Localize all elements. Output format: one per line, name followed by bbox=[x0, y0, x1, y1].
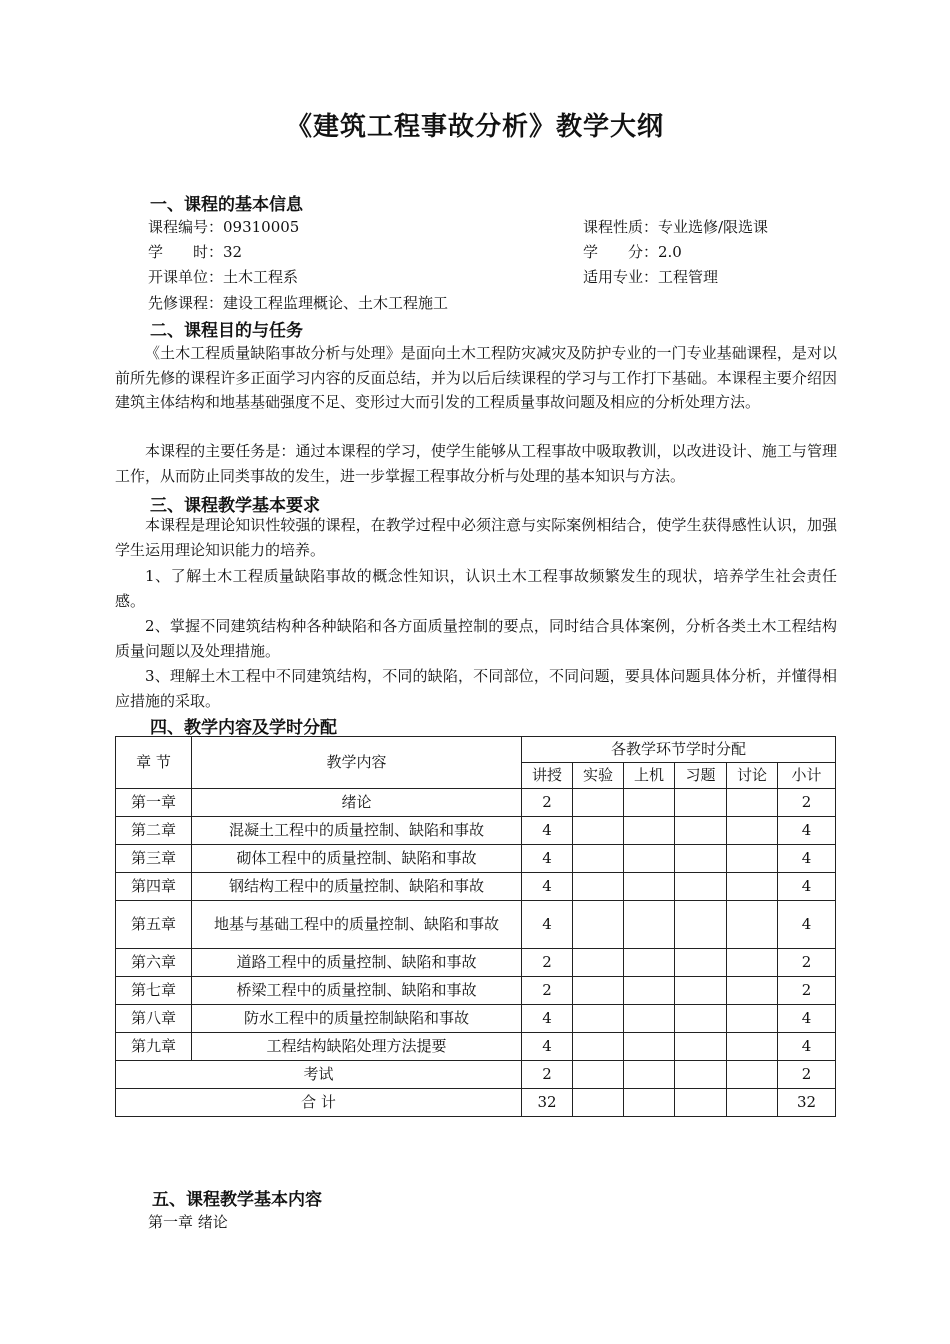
section-5-heading: 五、课程教学基本内容 bbox=[152, 1190, 322, 1210]
subtotal-cell: 2 bbox=[778, 977, 836, 1005]
header-lecture: 讲授 bbox=[522, 763, 573, 789]
course-hours: 学 时：32 bbox=[148, 243, 243, 261]
subtotal-cell: 2 bbox=[778, 949, 836, 977]
subtotal-cell: 4 bbox=[778, 901, 836, 949]
section-1-heading: 一、课程的基本信息 bbox=[150, 195, 303, 215]
prerequisite-courses: 先修课程：建设工程监理概论、土木工程施工 bbox=[148, 294, 449, 312]
header-experiment: 实验 bbox=[573, 763, 624, 789]
total-label: 合 计 bbox=[116, 1089, 522, 1117]
applicable-major: 适用专业：工程管理 bbox=[583, 268, 719, 286]
content-cell: 钢结构工程中的质量控制、缺陷和事故 bbox=[192, 873, 522, 901]
chapter-cell: 第五章 bbox=[116, 901, 192, 949]
lecture-cell: 4 bbox=[522, 1033, 573, 1061]
header-computer: 上机 bbox=[624, 763, 675, 789]
header-discussion: 讨论 bbox=[727, 763, 778, 789]
subtotal-cell: 4 bbox=[778, 873, 836, 901]
subtotal-cell: 32 bbox=[778, 1089, 836, 1117]
offering-unit: 开课单位：土木工程系 bbox=[148, 268, 299, 286]
section-3-heading: 三、课程教学基本要求 bbox=[150, 496, 320, 516]
lecture-cell: 2 bbox=[522, 949, 573, 977]
chapter-cell: 第二章 bbox=[116, 817, 192, 845]
table-row bbox=[116, 845, 836, 873]
section-4-heading: 四、教学内容及学时分配 bbox=[150, 718, 337, 738]
subtotal-cell: 2 bbox=[778, 789, 836, 817]
lecture-cell: 4 bbox=[522, 1005, 573, 1033]
content-cell: 绪论 bbox=[192, 789, 522, 817]
content-cell: 桥梁工程中的质量控制、缺陷和事故 bbox=[192, 977, 522, 1005]
requirement-2: 2、掌握不同建筑结构种各种缺陷和各方面质量控制的要点，同时结合具体案例，分析各类土木工程结构质量问题以及处理措施。 bbox=[115, 617, 837, 660]
subtotal-cell: 4 bbox=[778, 1005, 836, 1033]
table-row bbox=[116, 901, 836, 949]
course-credit: 学 分：2.0 bbox=[583, 243, 682, 261]
content-cell: 砌体工程中的质量控制、缺陷和事故 bbox=[192, 845, 522, 873]
header-subtotal: 小计 bbox=[778, 763, 836, 789]
course-code: 课程编号：09310005 bbox=[148, 218, 300, 236]
section-3-paragraph-1: 本课程是理论知识性较强的课程，在教学过程中必须注意与实际案例相结合，使学生获得感性认识，加强学生运用理论知识能力的培养。 bbox=[115, 516, 837, 559]
table-row bbox=[116, 977, 836, 1005]
lecture-cell: 4 bbox=[522, 817, 573, 845]
lecture-cell: 4 bbox=[522, 901, 573, 949]
course-nature: 课程性质：专业选修/限选课 bbox=[583, 218, 769, 236]
chapter-cell: 第六章 bbox=[116, 949, 192, 977]
chapter-cell: 第七章 bbox=[116, 977, 192, 1005]
section-2-paragraph-2: 本课程的主要任务是：通过本课程的学习，使学生能够从工程事故中吸取教训，以改进设计、施工与管理工作，从而防止同类事故的发生，进一步掌握工程事故分析与处理的基本知识与方法。 bbox=[115, 442, 837, 485]
chapter-cell: 第九章 bbox=[116, 1033, 192, 1061]
section-2-heading: 二、课程目的与任务 bbox=[150, 321, 303, 341]
subtotal-cell: 4 bbox=[778, 817, 836, 845]
table-row bbox=[116, 1005, 836, 1033]
subtotal-cell: 2 bbox=[778, 1061, 836, 1089]
hours-allocation-table bbox=[115, 736, 836, 1117]
chapter-1-title: 第一章 绪论 bbox=[148, 1213, 228, 1231]
section-2-paragraph-1: 《土木工程质量缺陷事故分析与处理》是面向土木工程防灾减灾及防护专业的一门专业基础课程，是对以前所先修的课程许多正面学习内容的反面总结，并为以后后续课程的学习与工作打下基础。本课程主要介绍因建筑主体结构和地基基础强度不足、变形过大而引发的工程质量事故问题及相应的分析处理方法。 bbox=[115, 344, 837, 411]
header-chapter: 章 节 bbox=[116, 737, 192, 789]
lecture-cell: 2 bbox=[522, 789, 573, 817]
lecture-cell: 4 bbox=[522, 845, 573, 873]
content-cell: 地基与基础工程中的质量控制、缺陷和事故 bbox=[192, 901, 522, 949]
page-title: 《建筑工程事故分析》教学大纲 bbox=[285, 112, 664, 142]
header-content: 教学内容 bbox=[192, 737, 522, 789]
total-row bbox=[116, 1089, 836, 1117]
subtotal-cell: 4 bbox=[778, 845, 836, 873]
table-row bbox=[116, 789, 836, 817]
lecture-cell: 32 bbox=[522, 1089, 573, 1117]
requirement-3: 3、理解土木工程中不同建筑结构，不同的缺陷，不同部位，不同问题，要具体问题具体分析，并懂得相应措施的采取。 bbox=[115, 667, 837, 710]
chapter-cell: 第三章 bbox=[116, 845, 192, 873]
lecture-cell: 2 bbox=[522, 977, 573, 1005]
header-hours-group: 各教学环节学时分配 bbox=[522, 737, 836, 763]
header-exercise: 习题 bbox=[675, 763, 727, 789]
content-cell: 道路工程中的质量控制、缺陷和事故 bbox=[192, 949, 522, 977]
chapter-cell: 第一章 bbox=[116, 789, 192, 817]
table-row bbox=[116, 873, 836, 901]
content-cell: 防水工程中的质量控制缺陷和事故 bbox=[192, 1005, 522, 1033]
table-row bbox=[116, 949, 836, 977]
requirement-1: 1、了解土木工程质量缺陷事故的概念性知识，认识土木工程事故频繁发生的现状，培养学生社会责任感。 bbox=[115, 567, 837, 610]
exam-row bbox=[116, 1061, 836, 1089]
subtotal-cell: 4 bbox=[778, 1033, 836, 1061]
table-row bbox=[116, 1033, 836, 1061]
lecture-cell: 4 bbox=[522, 873, 573, 901]
lecture-cell: 2 bbox=[522, 1061, 573, 1089]
content-cell: 混凝土工程中的质量控制、缺陷和事故 bbox=[192, 817, 522, 845]
exam-label: 考试 bbox=[116, 1061, 522, 1089]
content-cell: 工程结构缺陷处理方法提要 bbox=[192, 1033, 522, 1061]
chapter-cell: 第八章 bbox=[116, 1005, 192, 1033]
table-row bbox=[116, 817, 836, 845]
chapter-cell: 第四章 bbox=[116, 873, 192, 901]
